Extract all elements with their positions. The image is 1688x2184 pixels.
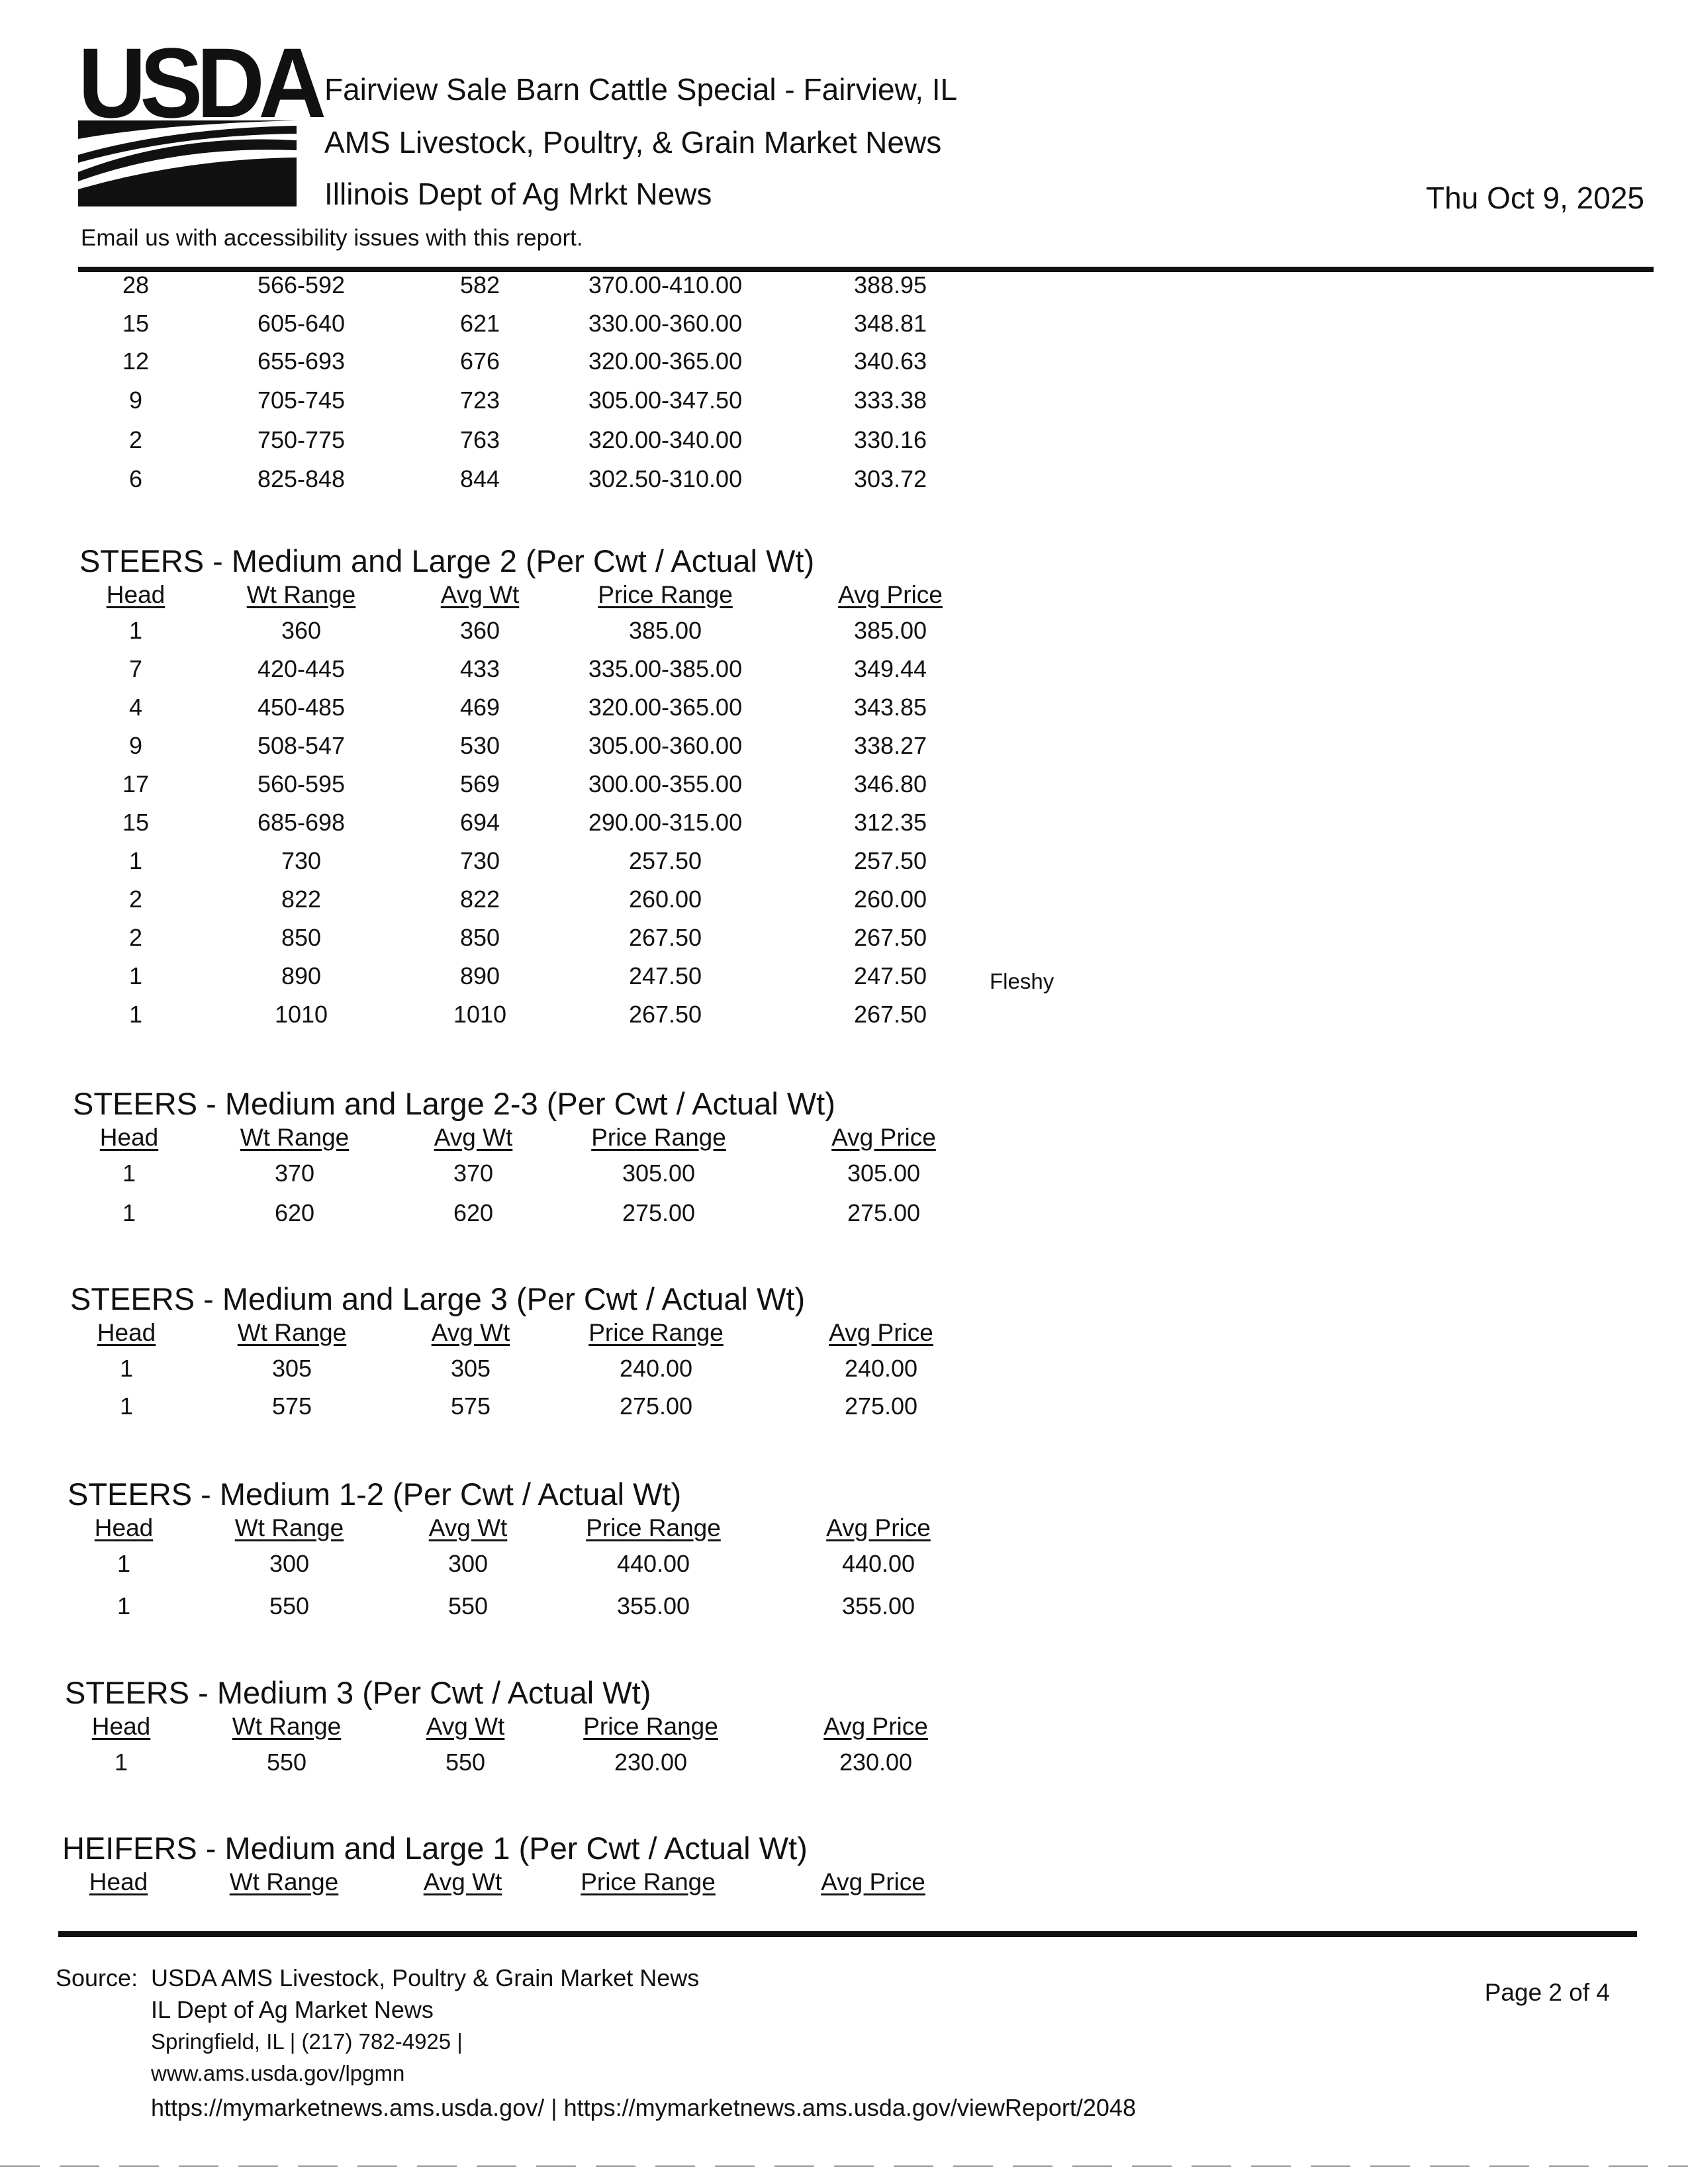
cell-avg-wt: 1010 [453, 1001, 507, 1028]
column-header-price-range: Price Range [583, 1713, 718, 1740]
cell-wt-range: 750-775 [257, 426, 346, 453]
cell-avg-wt: 582 [459, 271, 500, 298]
section-title: STEERS - Medium 1-2 (Per Cwt / Actual Wt) [68, 1477, 682, 1512]
cell-avg-price: 230.00 [839, 1749, 913, 1776]
cell-head: 4 [128, 694, 143, 721]
cell-wt-range: 822 [281, 886, 322, 913]
column-header-avg-price: Avg Price [831, 1124, 936, 1151]
cell-price-range: 305.00-347.50 [588, 387, 743, 414]
cell-head: 1 [128, 1001, 143, 1028]
page-number: Page 2 of 4 [1484, 1979, 1610, 2006]
cell-avg-wt: 620 [453, 1199, 494, 1226]
cell-avg-price: 346.80 [853, 770, 927, 797]
cell-avg-price: 385.00 [853, 617, 927, 644]
cell-wt-range: 420-445 [257, 655, 346, 682]
column-header-wt-range: Wt Range [232, 1713, 342, 1740]
column-header-head: Head [97, 1319, 156, 1346]
cell-price-range: 302.50-310.00 [588, 465, 743, 492]
cell-wt-range: 685-698 [257, 809, 346, 836]
column-header-avg-price: Avg Price [829, 1319, 933, 1346]
section-title: STEERS - Medium and Large 2 (Per Cwt / Actual Wt) [79, 543, 815, 578]
cell-wt-range: 890 [281, 962, 322, 989]
usda-logo [78, 27, 320, 206]
cell-wt-range: 300 [269, 1550, 310, 1577]
cell-avg-wt: 844 [459, 465, 500, 492]
bottom-scan-line [0, 2165, 1688, 2167]
cell-avg-price: 275.00 [844, 1392, 918, 1420]
cell-price-range: 267.50 [628, 924, 702, 951]
cell-price-range: 267.50 [628, 1001, 702, 1028]
cell-price-range: 290.00-315.00 [588, 809, 743, 836]
column-header-head: Head [106, 581, 165, 608]
cell-wt-range: 705-745 [257, 387, 346, 414]
cell-avg-wt: 360 [459, 617, 500, 644]
column-header-avg-price: Avg Price [823, 1713, 928, 1740]
column-header-price-range: Price Range [598, 581, 733, 608]
cell-head: 1 [119, 1392, 134, 1420]
cell-price-range: 247.50 [628, 962, 702, 989]
cell-head: 1 [128, 847, 143, 874]
cell-wt-range: 655-693 [257, 347, 346, 375]
cell-price-range: 230.00 [614, 1749, 688, 1776]
cell-avg-price: 440.00 [841, 1550, 915, 1577]
report-office: Illinois Dept of Ag Mrkt News [324, 177, 712, 211]
cell-wt-range: 360 [281, 617, 322, 644]
cell-head: 1 [128, 617, 143, 644]
cell-wt-range: 508-547 [257, 732, 346, 759]
footer-website-link[interactable]: www.ams.usda.gov/lpgmn [151, 2061, 405, 2085]
cell-price-range: 240.00 [619, 1355, 693, 1382]
cell-avg-wt: 621 [459, 310, 500, 337]
cell-avg-price: 338.27 [853, 732, 927, 759]
column-header-wt-range: Wt Range [229, 1868, 339, 1895]
accessibility-email-link[interactable]: Email us with accessibility issues with this report. [81, 225, 583, 251]
column-header-price-range: Price Range [591, 1124, 726, 1151]
cell-head: 17 [122, 770, 150, 797]
cell-avg-wt: 694 [459, 809, 500, 836]
cell-avg-wt: 550 [447, 1592, 489, 1619]
cell-note: Fleshy [990, 969, 1055, 993]
section-title: STEERS - Medium and Large 2-3 (Per Cwt / Actual Wt) [73, 1086, 835, 1121]
cell-price-range: 355.00 [616, 1592, 690, 1619]
logo-stripes-icon [78, 120, 297, 206]
cell-avg-price: 305.00 [847, 1160, 921, 1187]
cell-price-range: 320.00-365.00 [588, 694, 743, 721]
column-header-head: Head [91, 1713, 151, 1740]
cell-avg-price: 333.38 [853, 387, 927, 414]
cell-avg-price: 388.95 [853, 271, 927, 298]
cell-avg-wt: 305 [450, 1355, 491, 1382]
cell-price-range: 335.00-385.00 [588, 655, 743, 682]
cell-head: 1 [122, 1160, 136, 1187]
footer-source-line: USDA AMS Livestock, Poultry & Grain Market News [151, 1964, 700, 1991]
cell-avg-price: 257.50 [853, 847, 927, 874]
column-header-avg-wt: Avg Wt [423, 1868, 502, 1895]
cell-wt-range: 850 [281, 924, 322, 951]
cell-avg-price: 303.72 [853, 465, 927, 492]
column-header-avg-wt: Avg Wt [426, 1713, 505, 1740]
cell-avg-wt: 730 [459, 847, 500, 874]
column-header-price-range: Price Range [588, 1319, 724, 1346]
cell-avg-price: 348.81 [853, 310, 927, 337]
cell-head: 9 [128, 387, 143, 414]
cell-price-range: 440.00 [616, 1550, 690, 1577]
cell-wt-range: 305 [271, 1355, 312, 1382]
cell-head: 7 [128, 655, 143, 682]
cell-head: 28 [122, 271, 150, 298]
cell-avg-price: 260.00 [853, 886, 927, 913]
cell-head: 6 [128, 465, 143, 492]
cell-avg-price: 330.16 [853, 426, 927, 453]
cell-head: 1 [119, 1355, 134, 1382]
cell-avg-wt: 469 [459, 694, 500, 721]
cell-avg-price: 247.50 [853, 962, 927, 989]
cell-price-range: 305.00 [622, 1160, 696, 1187]
cell-head: 1 [122, 1199, 136, 1226]
cell-head: 15 [122, 310, 150, 337]
column-header-wt-range: Wt Range [237, 1319, 347, 1346]
cell-avg-price: 275.00 [847, 1199, 921, 1226]
cell-avg-price: 267.50 [853, 924, 927, 951]
column-header-avg-wt: Avg Wt [428, 1514, 508, 1541]
footer-office-line: IL Dept of Ag Market News [151, 1996, 434, 2023]
column-header-wt-range: Wt Range [234, 1514, 344, 1541]
cell-avg-wt: 822 [459, 886, 500, 913]
column-header-head: Head [99, 1124, 159, 1151]
column-header-avg-price: Avg Price [838, 581, 943, 608]
cell-avg-wt: 723 [459, 387, 500, 414]
column-header-head: Head [89, 1868, 148, 1895]
column-header-avg-wt: Avg Wt [440, 581, 520, 608]
cell-wt-range: 560-595 [257, 770, 346, 797]
cell-wt-range: 550 [269, 1592, 310, 1619]
cell-avg-wt: 569 [459, 770, 500, 797]
cell-avg-wt: 890 [459, 962, 500, 989]
cell-wt-range: 550 [266, 1749, 307, 1776]
cell-avg-price: 340.63 [853, 347, 927, 375]
cell-head: 1 [117, 1550, 131, 1577]
cell-head: 1 [114, 1749, 128, 1776]
cell-price-range: 320.00-365.00 [588, 347, 743, 375]
cell-price-range: 260.00 [628, 886, 702, 913]
cell-head: 1 [117, 1592, 131, 1619]
cell-avg-wt: 433 [459, 655, 500, 682]
cell-wt-range: 605-640 [257, 310, 346, 337]
cell-head: 12 [122, 347, 150, 375]
cell-price-range: 305.00-360.00 [588, 732, 743, 759]
cell-head: 2 [128, 924, 143, 951]
cell-avg-wt: 763 [459, 426, 500, 453]
cell-price-range: 330.00-360.00 [588, 310, 743, 337]
report-date: Thu Oct 9, 2025 [1426, 181, 1644, 215]
column-header-wt-range: Wt Range [246, 581, 356, 608]
cell-avg-price: 343.85 [853, 694, 927, 721]
column-header-avg-wt: Avg Wt [431, 1319, 510, 1346]
report-agency: AMS Livestock, Poultry, & Grain Market News [324, 125, 942, 159]
column-header-wt-range: Wt Range [240, 1124, 350, 1151]
cell-head: 1 [128, 962, 143, 989]
cell-wt-range: 370 [274, 1160, 315, 1187]
cell-avg-wt: 370 [453, 1160, 494, 1187]
cell-avg-wt: 575 [450, 1392, 491, 1420]
column-header-price-range: Price Range [581, 1868, 716, 1895]
cell-head: 2 [128, 886, 143, 913]
cell-price-range: 320.00-340.00 [588, 426, 743, 453]
cell-wt-range: 825-848 [257, 465, 346, 492]
cell-wt-range: 450-485 [257, 694, 346, 721]
column-header-head: Head [94, 1514, 154, 1541]
footer-source-label: Source: [56, 1964, 138, 1991]
cell-wt-range: 566-592 [257, 271, 346, 298]
cell-avg-price: 267.50 [853, 1001, 927, 1028]
report-title: Fairview Sale Barn Cattle Special - Fairview, IL [324, 72, 958, 107]
cell-wt-range: 1010 [274, 1001, 328, 1028]
cell-avg-wt: 850 [459, 924, 500, 951]
cell-wt-range: 620 [274, 1199, 315, 1226]
footer-marketnews-links[interactable]: https://mymarketnews.ams.usda.gov/ | https://mymarketnews.ams.usda.gov/viewReport/2048 [151, 2094, 1136, 2121]
cell-avg-price: 355.00 [841, 1592, 915, 1619]
cell-price-range: 300.00-355.00 [588, 770, 743, 797]
cell-head: 9 [128, 732, 143, 759]
cell-price-range: 370.00-410.00 [588, 271, 743, 298]
column-header-avg-price: Avg Price [826, 1514, 931, 1541]
cell-wt-range: 730 [281, 847, 322, 874]
cell-head: 15 [122, 809, 150, 836]
cell-avg-wt: 300 [447, 1550, 489, 1577]
column-header-avg-wt: Avg Wt [434, 1124, 513, 1151]
cell-price-range: 275.00 [619, 1392, 693, 1420]
section-title: STEERS - Medium 3 (Per Cwt / Actual Wt) [65, 1675, 651, 1710]
column-header-avg-price: Avg Price [821, 1868, 925, 1895]
logo-wordmark: USDA [78, 27, 320, 138]
footer-contact-line: Springfield, IL | (217) 782-4925 | [151, 2029, 463, 2054]
cell-wt-range: 575 [271, 1392, 312, 1420]
footer-divider [58, 1931, 1637, 1937]
section-title: STEERS - Medium and Large 3 (Per Cwt / Actual Wt) [70, 1281, 806, 1316]
cell-avg-price: 312.35 [853, 809, 927, 836]
cell-price-range: 385.00 [628, 617, 702, 644]
section-title: HEIFERS - Medium and Large 1 (Per Cwt / Actual Wt) [62, 1831, 808, 1866]
column-header-price-range: Price Range [586, 1514, 721, 1541]
cell-avg-wt: 530 [459, 732, 500, 759]
cell-avg-price: 240.00 [844, 1355, 918, 1382]
cell-avg-wt: 676 [459, 347, 500, 375]
cell-avg-wt: 550 [445, 1749, 486, 1776]
cell-price-range: 257.50 [628, 847, 702, 874]
cell-avg-price: 349.44 [853, 655, 927, 682]
cell-head: 2 [128, 426, 143, 453]
cell-price-range: 275.00 [622, 1199, 696, 1226]
